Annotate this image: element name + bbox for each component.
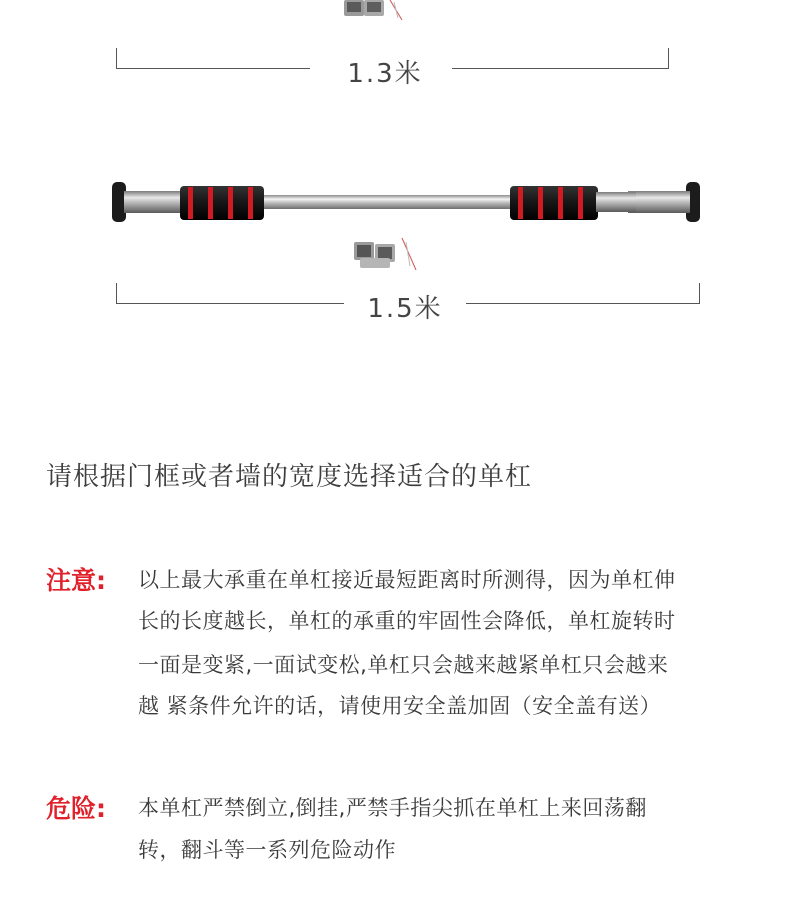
danger-line: 本单杠严禁倒立,倒挂,严禁手指尖抓在单杠上来回荡翻 bbox=[138, 796, 647, 820]
dimension-label-top: 1.3米 bbox=[347, 59, 423, 89]
notice-line: 越 紧条件允许的话，请使用安全盖加固（安全盖有送） bbox=[138, 694, 662, 718]
screws-image bbox=[350, 236, 422, 274]
notice-line: 长的长度越长，单杠的承重的牢固性会降低，单杠旋转时 bbox=[138, 609, 676, 633]
pull-up-bar-image bbox=[108, 176, 708, 236]
notice-line: 一面是变紧,一面试变松,单杠只会越来越紧单杠只会越来 bbox=[138, 653, 669, 677]
notice-label: 注意: bbox=[46, 566, 106, 595]
danger-line: 转，翻斗等一系列危险动作 bbox=[138, 838, 396, 862]
dimension-label-bottom: 1.5米 bbox=[367, 294, 443, 324]
page-heading: 请根据门框或者墙的宽度选择适合的单杠 bbox=[46, 462, 533, 492]
screws-image-top bbox=[340, 0, 410, 22]
notice-line: 以上最大承重在单杠接近最短距离时所测得，因为单杠伸 bbox=[138, 568, 676, 592]
danger-label: 危险: bbox=[46, 794, 106, 823]
